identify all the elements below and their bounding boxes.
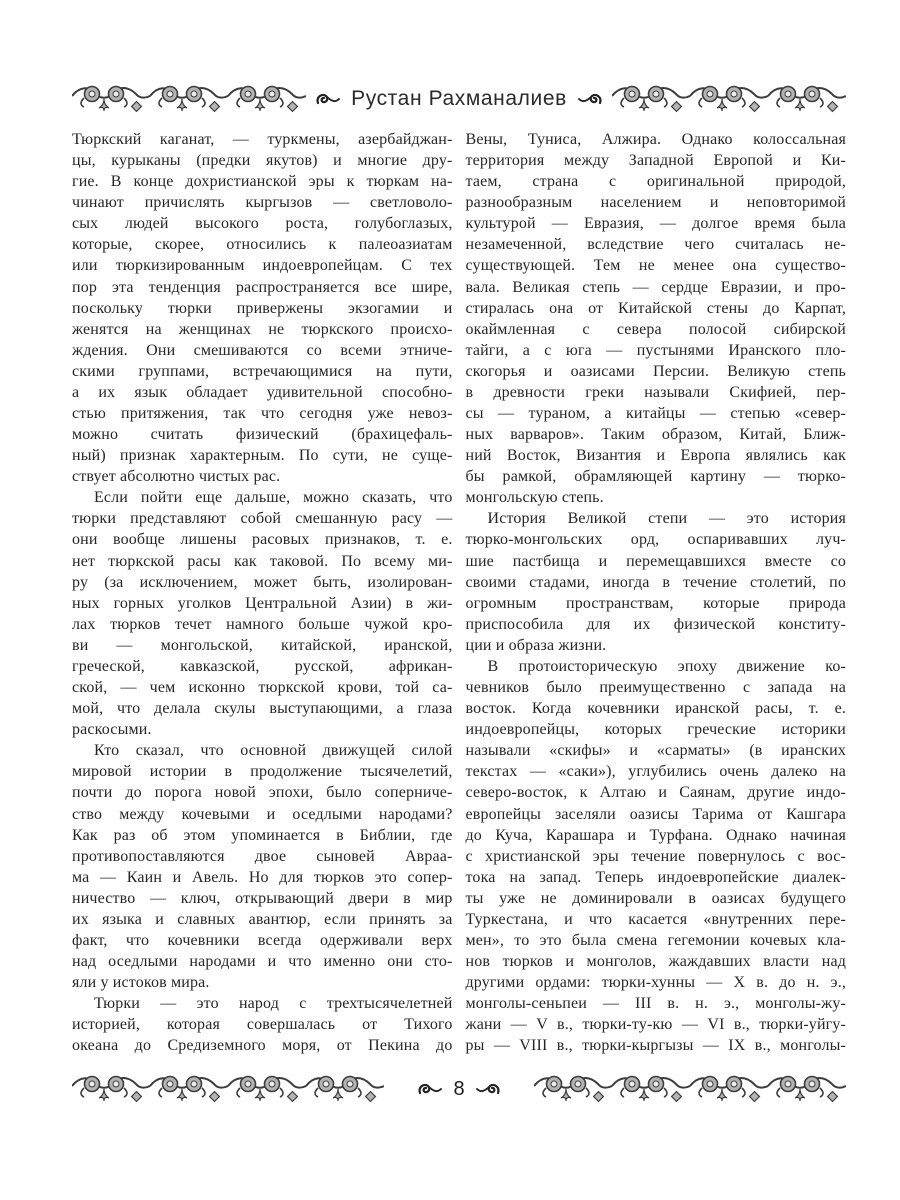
ornament-border-right-icon [612, 84, 846, 114]
text-line: до Куча, Карашара и Турфана. Однако начиная [465, 826, 846, 844]
text-line: они вообще лишены расовых признаков, т. е. [72, 531, 453, 549]
fleuron-left-icon [316, 93, 340, 106]
text-line: греческой, кавказской, русской, африкан- [72, 657, 453, 675]
text-line: таем, страна с оригинальной природой, [465, 173, 846, 191]
text-line: огромным пространствам, которые природа [465, 594, 846, 612]
text-line: Кто сказал, что основной движущей силой [94, 742, 453, 760]
text-line: тюрки представляют собой смешанную расу — [72, 510, 453, 528]
text-line: называли «скифы» и «сарматы» (в иранских [465, 742, 846, 760]
ornament-border-left-icon [72, 84, 306, 114]
text-line: ции и образа жизни. [465, 636, 607, 654]
text-line: лах тюрков течет намного больше чужой кро- [72, 615, 453, 633]
text-line: с христианской эры течение повернулось с вос- [465, 847, 846, 865]
text-line: северо-восток, к Алтаю и Саянам, другие индо- [465, 784, 846, 802]
text-line: тайги, а с юга — пустынями Иранского пло- [465, 341, 846, 359]
text-line: Вены, Туниса, Алжира. Однако колоссальная [465, 131, 846, 148]
text-line: окаймленная с севера полосой сибирской [465, 320, 846, 338]
text-line: чевников было преимущественно с запада на [465, 679, 846, 697]
text-line: ской, — чем исконно тюркской крови, той са- [72, 679, 453, 697]
page-footer [72, 1073, 846, 1105]
text-line: ний Восток, Византия и Европа являлись как [465, 447, 846, 465]
text-line: мировой истории в продолжение тысячелетий, [72, 763, 453, 781]
text-line: женятся на женщинах не тюркского происхо- [72, 320, 453, 338]
text-line: которые, скорее, относились к палеоазиатам [72, 236, 453, 254]
text-line: цы, курыканы (предки якутов) и многие дру- [72, 152, 453, 170]
text-line: восток. Когда кочевники иранской расы, т. е. [465, 700, 846, 718]
text-line: раскосыми. [72, 721, 152, 739]
text-line: текстах — «саки»), углубились очень далеко на [465, 763, 846, 781]
text-line: Если пойти еще дальше, можно сказать, что [94, 489, 453, 507]
text-line: факт, что кочевники всегда одерживали верх [72, 931, 453, 949]
text-line: яли у истоков мира. [72, 974, 210, 992]
fleuron-left-icon [418, 1083, 442, 1096]
column-right [466, 129, 847, 1056]
text-line: скогорья и оазисами Персии. Великую степь [465, 362, 846, 380]
text-line: вала. Великая степь — сердце Евразии, и про- [465, 278, 846, 296]
text-line: мой, что делала скулы выступающими, а глаза [72, 700, 453, 718]
text-line: монгольскую степь. [465, 489, 604, 507]
text-line: ных варваров». Таким образом, Китай, Ближ- [465, 426, 846, 444]
text-line: ви — монгольской, китайской, иранской, [72, 636, 453, 654]
text-line: или тюркизированным индоевропейцам. С тех [72, 257, 453, 275]
text-line: ры — VIII в., тюрки-кыргызы — IX в., монголы- [465, 1037, 846, 1055]
text-line: пор эта тенденция распространяется все шире, [72, 278, 453, 296]
text-line: монголы-сеньпеи — III в. н. э., монголы-жу- [465, 995, 846, 1013]
text-line: незамеченной, вследствие чего считалась не- [465, 236, 846, 254]
running-head [316, 87, 602, 111]
text-line: ничество — ключ, открывающий двери в мир [72, 889, 453, 907]
text-line: тюрко-монгольских орд, оспаривавших луч- [465, 531, 846, 549]
text-line: ждения. Они смешиваются со всеми этниче- [72, 341, 453, 359]
text-line: сых людей высокого роста, голубоглазых, [72, 215, 453, 233]
text-line: в древности греки называли Скифией, пер- [465, 383, 846, 401]
text-line: разнообразным населением и неповторимой [465, 194, 846, 212]
text-line: европейцы заселяли оазисы Тарима от Кашгара [465, 805, 846, 823]
ornament-border-left-icon [72, 1074, 384, 1104]
page-header [72, 83, 846, 115]
page-number-group [418, 1078, 499, 1101]
text-line: Тюркский каганат, — туркмены, азербайджан- [72, 131, 453, 148]
text-line: мен», то это была смена гегемонии кочевых кла- [465, 931, 846, 949]
text-line: стиралась она от Китайской стены до Карпат, [465, 299, 846, 317]
text-line: противопоставляются двое сыновей Авраа- [72, 847, 453, 865]
text-line: существующей. Тем не менее она существо- [465, 257, 846, 275]
text-line: гие. В конце дохристианской эры к тюркам на- [72, 173, 453, 191]
text-line: поскольку тюрки привержены экзогамии и [72, 299, 453, 317]
text-line: скими группами, встречающимися на пути, [72, 362, 453, 380]
text-line: Туркестана, и что касается «внутренних пере- [465, 910, 846, 928]
ornament-border-right-icon [534, 1074, 846, 1104]
text-line: культурой — Евразия, — долгое время была [465, 215, 846, 233]
author-name: Рустан Рахманалиев [351, 87, 567, 110]
text-line: шие пастбища и перемещавшихся вместе со [465, 552, 846, 570]
text-line: ство между кочевыми и оседлыми народами? [72, 805, 453, 823]
text-line: океана до Средиземного моря, от Пекина до [72, 1037, 453, 1055]
text-line: ма — Каин и Авель. Но для тюрков это сопер- [72, 868, 453, 886]
text-line: а их язык обладает удивительной способно- [72, 383, 453, 401]
text-line: Тюрки — это народ с трехтысячелетней [94, 995, 453, 1013]
text-line: приспособила для их физической конститу- [465, 615, 846, 633]
text-line: сы — тураном, а китайцы — степью «север- [465, 405, 846, 423]
text-line: чинают причислять кыргызов — светловоло- [72, 194, 453, 212]
text-line: индоевропейцы, которых греческие историки [465, 721, 846, 739]
text-line: можно считать физический (брахицефаль- [72, 426, 453, 444]
text-line: нов тюрков и монголов, жаждавших власти над [465, 953, 846, 971]
column-left [72, 129, 453, 1056]
text-line: жани — V в., тюрки-ту-кю — VI в., тюрки-уйгу- [465, 1016, 846, 1034]
text-body [72, 129, 846, 1056]
text-line: В протоисторическую эпоху движение ко- [487, 657, 846, 675]
text-line: историей, которая совершалась от Тихого [72, 1016, 453, 1034]
fleuron-right-icon [476, 1083, 500, 1096]
text-line: нет тюркской расы как таковой. По всему ми- [72, 552, 453, 570]
text-line: ру (за исключением, может быть, изолирован- [72, 573, 453, 591]
fleuron-right-icon [578, 93, 602, 106]
text-line: ствует абсолютно чистых рас. [72, 468, 281, 486]
text-line: Как раз об этом упоминается в Библии, где [72, 826, 453, 844]
text-line: территория между Западной Европой и Ки- [465, 152, 846, 170]
text-line: своими стадами, иногда в течение столетий, по [465, 573, 846, 591]
text-line: История Великой степи — это история [487, 510, 846, 528]
text-line: ты уже не доминировали в оазисах будущего [465, 889, 846, 907]
text-line: почти до порога новой эпохи, было соперниче- [72, 784, 453, 802]
text-line: ный) признак характерным. По сути, не суще- [72, 447, 453, 465]
text-line: стью притяжения, так что сегодня уже невоз- [72, 405, 453, 423]
text-line: бы рамкой, обрамляющей картину — тюрко- [465, 468, 846, 486]
text-line: другими ордами: тюрки-хунны — X в. до н. э., [465, 974, 846, 992]
text-line: над оседлыми народами и что именно они сто- [72, 953, 453, 971]
text-line: тока на запад. Теперь индоевропейские диалек- [465, 868, 846, 886]
page-number: 8 [453, 1077, 465, 1100]
text-line: их языка и славных авантюр, если принять за [72, 910, 453, 928]
text-line: ных горных уголков Центральной Азии) в жи- [72, 594, 453, 612]
